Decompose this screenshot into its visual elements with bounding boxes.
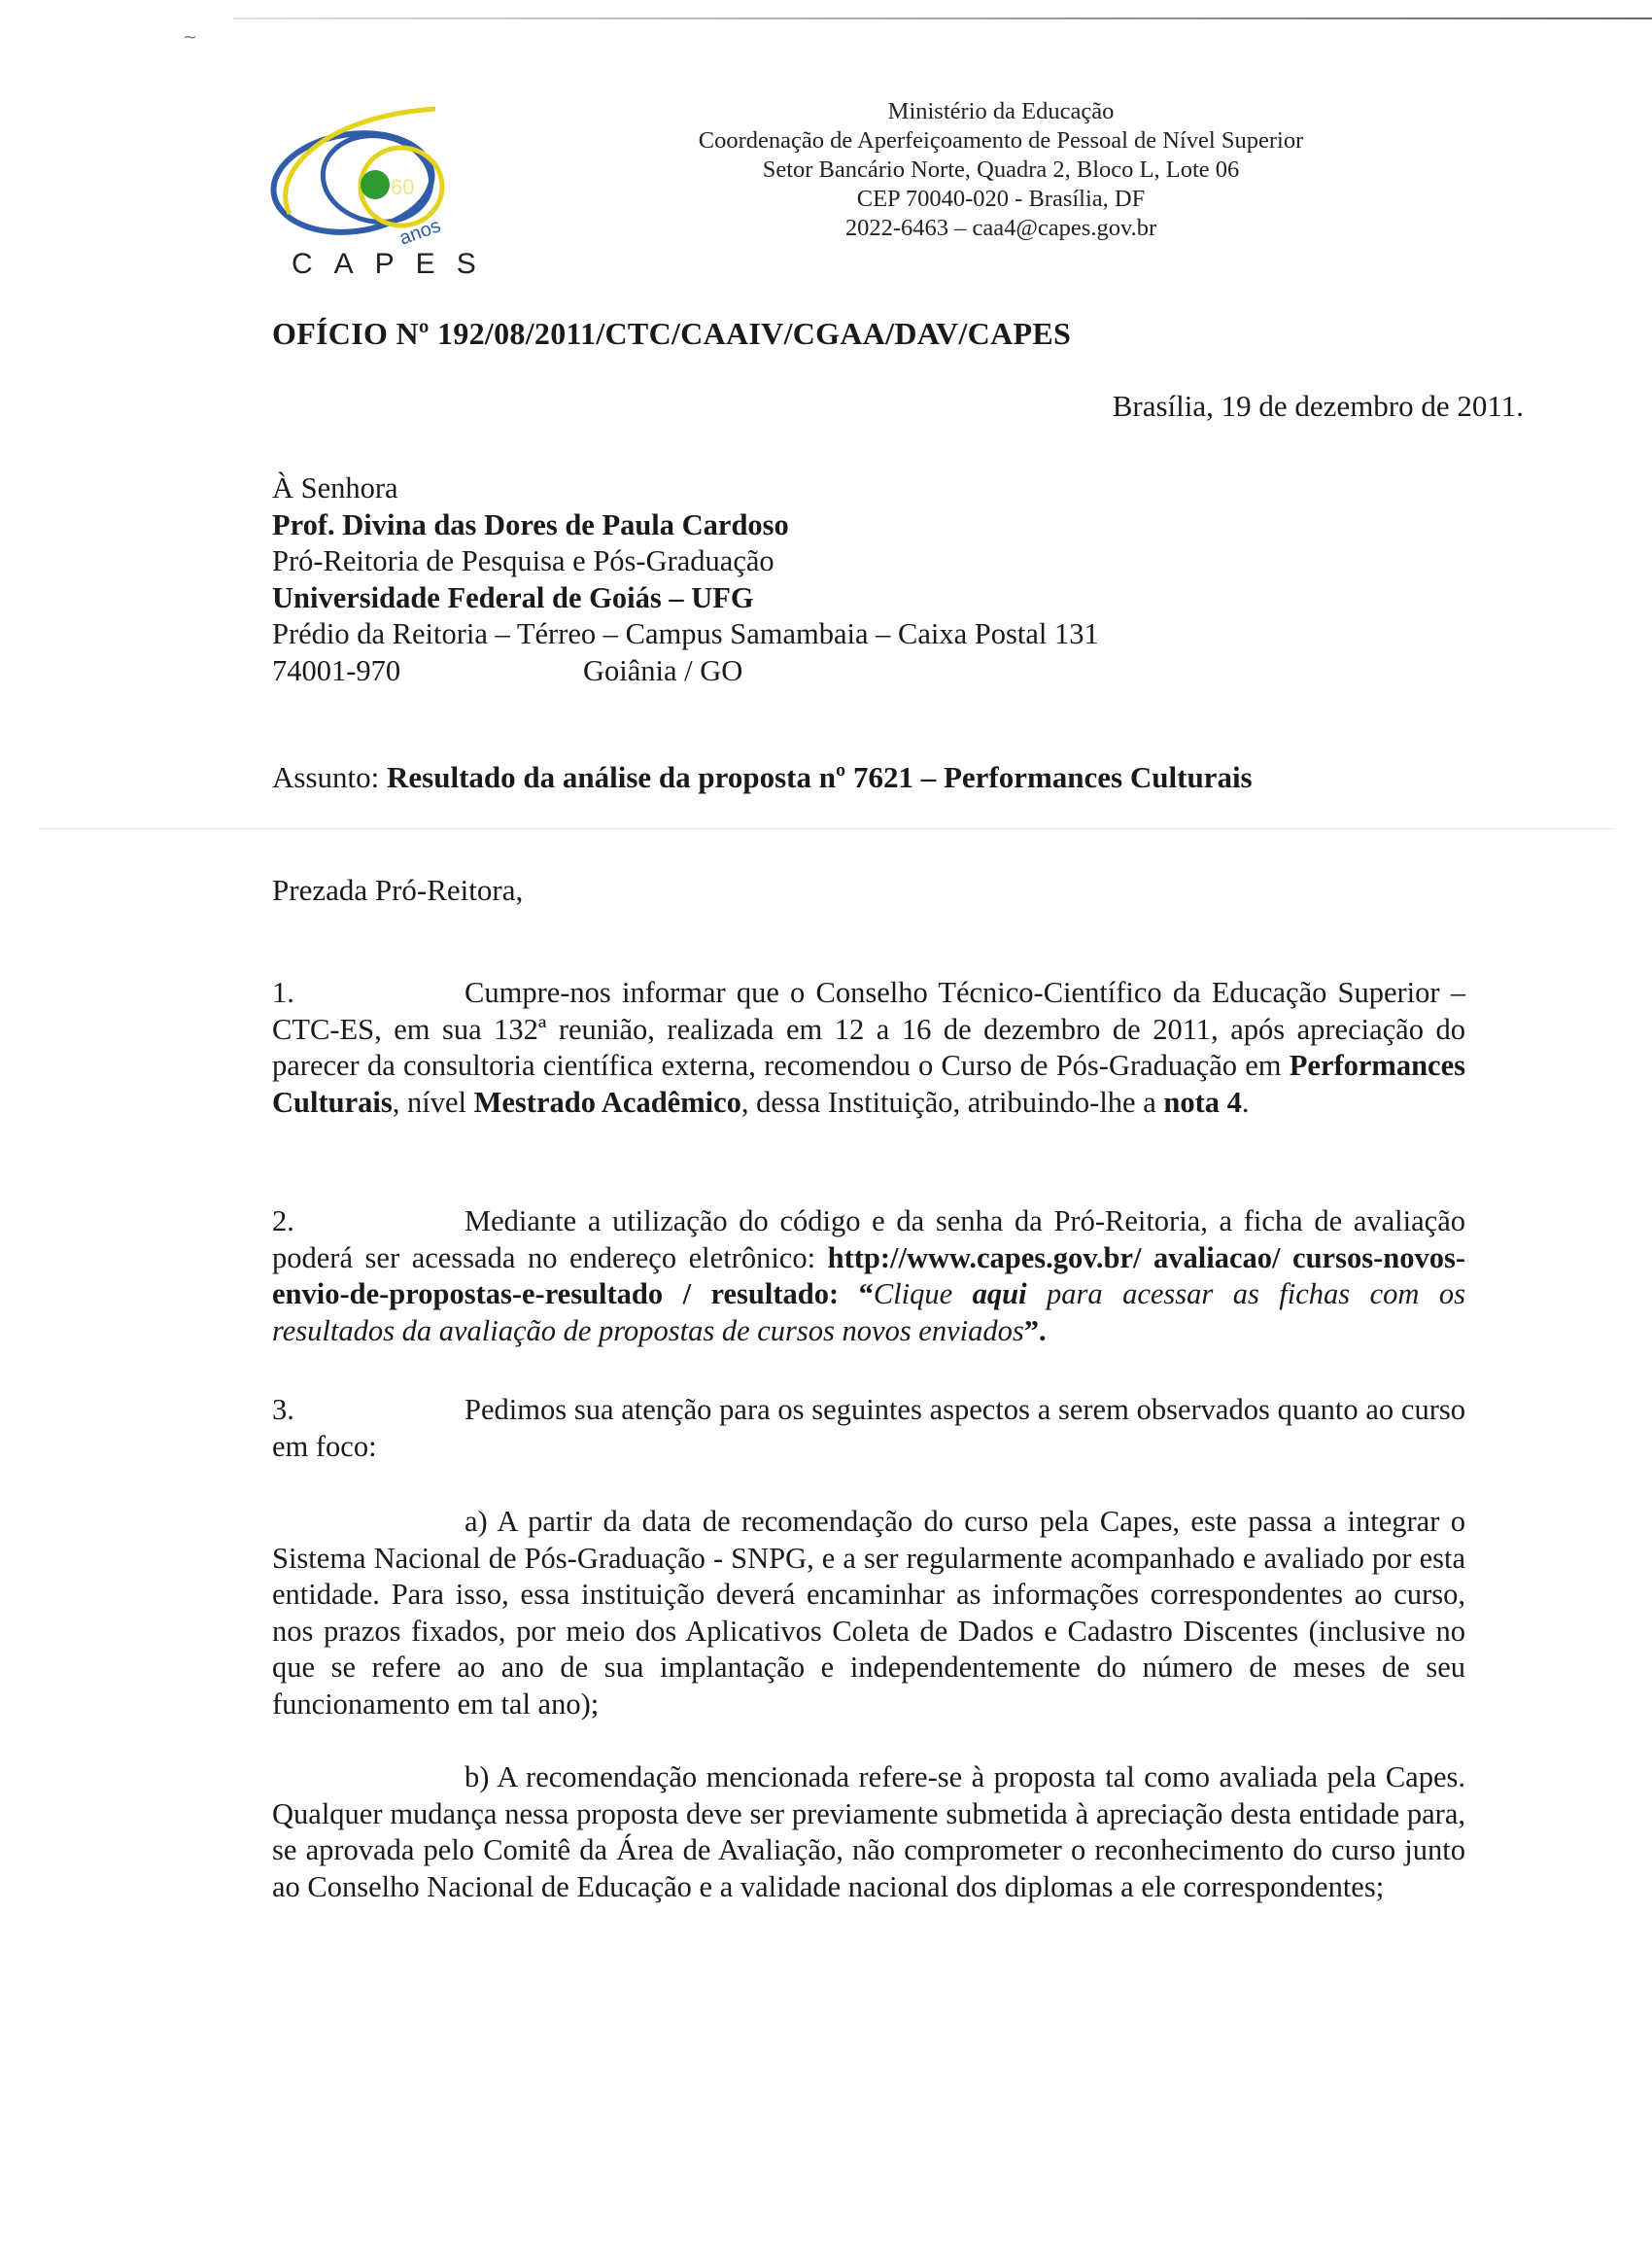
logo-anos-label: anos [396, 215, 444, 250]
letterhead-agency: Coordenação de Aperfeiçoamento de Pessoal de Nível Superior [698, 127, 1304, 154]
address-name: Prof. Divina das Dores de Paula Cardoso [272, 507, 789, 541]
letterhead-ministry: Ministério da Educação [887, 98, 1115, 124]
course-grade: nota 4 [1163, 1085, 1242, 1119]
paragraph-2-text: Mediante a utilização do código e da senha da Pró-Reitoria, a ficha de avaliação poderá ser acessada no endereço eletrônico: [272, 1204, 1465, 1274]
evaluation-url: http://www.capes.gov.br/ avaliacao/ cursos-novos-envio-de-propostas-e-resultado / resultado: “ [272, 1240, 1465, 1310]
item-a-text: a) A partir da data de recomendação do curso pela Capes, este passa a integrar o Sistema Nacional de Pós-Graduação - SNPG, e a ser regularmente acompanhado e avaliado por esta entidade. Para isso, essa instituição deverá encaminhar as informações correspondentes ao curso, nos prazos fixados, por meio dos Aplicativos Coleta de Dados e Cadastro Discentes (inclusive no que se refere ao ano de sua implantação e independentemente do número de meses de seu funcionamento em tal ano); [272, 1505, 1465, 1721]
paragraph-3-number: 3. [272, 1393, 294, 1426]
logo-sixty: 60 [391, 175, 415, 199]
address-institution: Universidade Federal de Goiás – UFG [272, 580, 754, 614]
letterhead [641, 97, 1360, 243]
letterhead-contact: 2022-6463 – caa4@capes.gov.br [844, 215, 1157, 241]
paragraph-2-number: 2. [272, 1204, 294, 1237]
scan-corner-mark: ~ [183, 27, 198, 48]
greeting: Prezada Pró-Reitora, [272, 873, 524, 907]
letterhead-street: Setor Bancário Norte, Quadra 2, Bloco L, Lote 06 [762, 157, 1240, 183]
paragraph-2-closing: ”. [1023, 1313, 1047, 1347]
address-salutation: À Senhora [272, 471, 398, 504]
scan-edge-line [233, 17, 1652, 19]
paragraph-1-text: , nível [392, 1085, 474, 1119]
subject-label: Assunto: [272, 760, 387, 794]
course-name: Performances Culturais [272, 1049, 1465, 1119]
address-department: Pró-Reitoria de Pesquisa e Pós-Graduação [272, 544, 774, 577]
address-building: Prédio da Reitoria – Térreo – Campus Samambaia – Caixa Postal 131 [272, 617, 1099, 650]
recipient-address [272, 470, 1099, 689]
oficio-number: OFÍCIO Nº 192/08/2011/CTC/CAAIV/CGAA/DAV/CAPES [272, 316, 1072, 351]
subject-text: Resultado da análise da proposta nº 7621 – Performances Culturais [387, 760, 1253, 794]
logo-green-dot [361, 170, 390, 199]
item-a [272, 1504, 1465, 1722]
paragraph-1-text: Cumpre-nos informar que o Conselho Técnico-Científico da Educação Superior – CTC-ES, em sua 132ª reunião, realizada em 12 a 16 de dezembro de 2011, após apreciação do parecer da consultoria científica externa, recomendou o Curso de Pós-Graduação em [272, 976, 1465, 1082]
paragraph-2-italic: Clique [873, 1277, 973, 1310]
address-city: Goiânia / GO [583, 653, 743, 687]
paragraph-1-number: 1. [272, 976, 294, 1009]
paragraph-1-text: . [1241, 1085, 1250, 1119]
paragraph-2-italic: para acessar as fichas com os resultados da avaliação de propostas de cursos novos enviados [272, 1277, 1465, 1347]
course-level: Mestrado Acadêmico [473, 1085, 741, 1119]
show-through-line [39, 828, 1613, 829]
paragraph-3 [272, 1392, 1465, 1465]
paragraph-2-aqui: aqui [972, 1277, 1027, 1310]
capes-wordmark: CAPES [292, 248, 498, 280]
letterhead-cep: CEP 70040-020 - Brasília, DF [856, 186, 1146, 212]
subject-line [272, 760, 1253, 795]
letter-date: Brasília, 19 de dezembro de 2011. [1112, 389, 1524, 423]
paragraph-3-text: Pedimos sua atenção para os seguintes aspectos a serem observados quanto ao curso em foco: [272, 1393, 1465, 1463]
paragraph-1 [272, 975, 1465, 1121]
item-b-text: b) A recomendação mencionada refere-se à proposta tal como avaliada pela Capes. Qualquer mudança nessa proposta deve ser previamente submetida à apreciação desta entidade para, se aprovada pelo Comitê da Área de Avaliação, não comprometer o reconhecimento do curso junto ao Conselho Nacional de Educação e a validade nacional dos diplomas a ele correspondentes; [272, 1760, 1465, 1903]
item-b [272, 1759, 1465, 1905]
paragraph-1-text: , dessa Instituição, atribuindo-lhe a [740, 1085, 1164, 1119]
address-cep: 74001-970 [272, 653, 401, 687]
paragraph-2 [272, 1203, 1465, 1349]
address-cep-city [272, 653, 1099, 690]
